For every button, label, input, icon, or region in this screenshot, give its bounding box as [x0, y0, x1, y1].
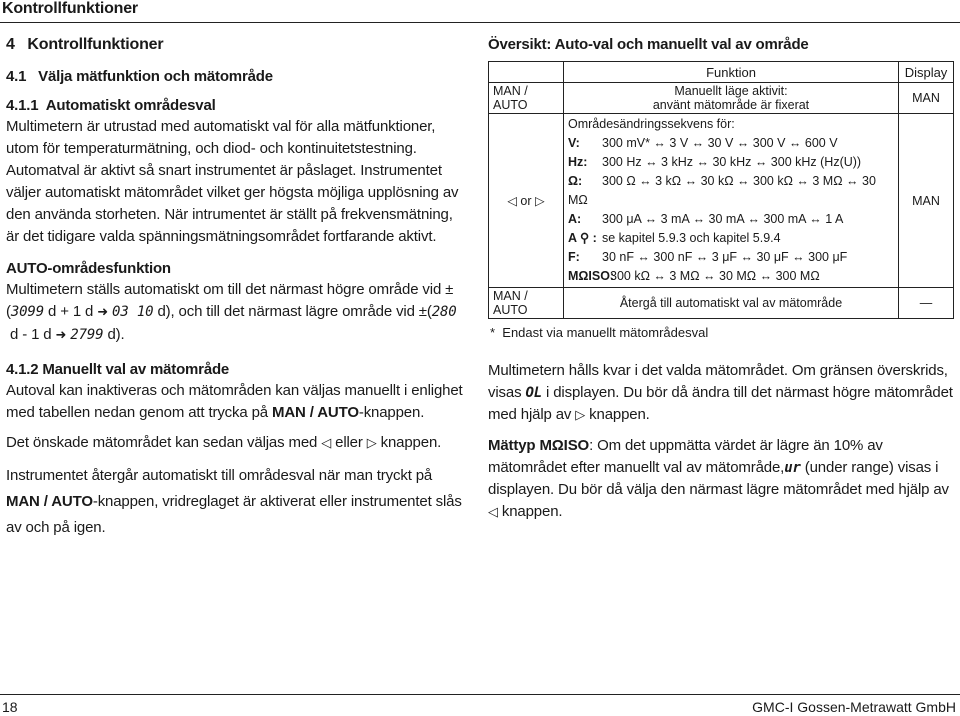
table-title: Översikt: Auto-val och manuellt val av område: [488, 36, 809, 53]
row-display: —: [899, 288, 954, 319]
table-header-row: [489, 62, 954, 83]
subsection-heading-manual: 4.1.2 Manuellt val av mätområde: [6, 361, 230, 378]
sequence-label: Ω:: [568, 174, 583, 188]
table-footnote: * Endast via manuellt mätområdesval: [490, 325, 709, 340]
lcd-ol: OL: [525, 385, 543, 401]
manual-text-7: -knappen, vridreglaget är aktiverat eller instrumentet slås av och på igen.: [6, 493, 462, 536]
company-name: GMC-I Gossen-Metrawatt GmbH: [752, 699, 956, 715]
lcd-digits: 03 10: [112, 304, 154, 320]
subsection-heading-auto: 4.1.1 Automatiskt områdesval: [6, 97, 216, 114]
row-display: MAN: [899, 114, 954, 288]
table-row: [489, 114, 954, 288]
underrange-text-1: : Om det uppmätta värdet är lägre än 10% av mätområdet efter manuellt val av mätområde,: [488, 437, 883, 476]
man-auto-key: MAN / AUTO: [6, 493, 93, 510]
manual-paragraph-2: [6, 432, 468, 455]
manual-text-2: -knappen.: [358, 404, 425, 421]
lcd-digits: 3099: [10, 304, 44, 320]
lcd-digits: 2799: [70, 327, 104, 343]
measure-type-label: Mättyp MΩISO: [488, 437, 590, 454]
row-key-arrows: ◁ or ▷: [489, 114, 564, 288]
sequence-label: A ⚲ :: [568, 231, 597, 245]
row-display: MAN: [899, 83, 954, 114]
overrange-paragraph: [488, 360, 954, 427]
sequence-a: [568, 210, 894, 229]
sequence-values: 300 Hz ↔ 3 kHz ↔ 30 kHz ↔ 300 kHz (Hz(U)): [602, 155, 862, 169]
table-row: [489, 83, 954, 114]
auto-text-2: vid ±(: [6, 281, 454, 320]
running-title: Kontrollfunktioner: [2, 0, 138, 17]
lcd-digits: 280: [431, 304, 457, 320]
page-header: [0, 0, 960, 24]
manual-text-6: Instrumentet återgår automatiskt till områdesval när man tryckt på: [6, 467, 433, 484]
footer-rule: [0, 694, 960, 695]
sequence-label: MΩISO:: [568, 269, 615, 283]
overrange-text-1: Multimetern hålls kvar i det valda mätområdet. Om gränsen överskrids, visas: [488, 362, 948, 401]
sequence-values: 300 kΩ ↔ 3 MΩ ↔ 30 MΩ ↔ 300 MΩ: [610, 269, 820, 283]
right-key-icon: ▷: [575, 408, 586, 423]
overrange-text-2: i displayen. Du bör då ändra till det närmast högre mätområdet med hjälp av: [488, 384, 953, 423]
sequence-values: se kapitel 5.9.3 och kapitel 5.9.4: [602, 231, 781, 245]
function-line: Manuellt läge aktivit:: [674, 84, 788, 98]
range-sequence-cell: [564, 114, 899, 288]
page-number: 18: [2, 699, 18, 715]
sequence-hz: [568, 153, 894, 172]
manual-paragraph-1: [6, 380, 468, 424]
table-header-empty: [489, 62, 564, 83]
manual-text-5: knappen.: [376, 434, 442, 451]
sequence-label: Hz:: [568, 155, 588, 169]
chapter-heading: 4 Kontrollfunktioner: [6, 36, 164, 53]
arrow-right-icon: ➜: [55, 328, 67, 343]
auto-range-heading: AUTO-områdesfunktion: [6, 260, 171, 277]
sequence-v: [568, 134, 894, 153]
auto-range-paragraph: [6, 279, 468, 347]
left-column: [6, 36, 468, 541]
underrange-text-2: (under range) visas i displayen. Du bör då välja den närmast lägre mätområdet med hjälp av: [488, 459, 949, 498]
manual-text-4: eller: [331, 434, 367, 451]
row-function-return: Återgå till automatiskt val av mätområde: [564, 288, 899, 319]
table-row: [489, 288, 954, 319]
sequence-values: 300 μA ↔ 3 mA ↔ 30 mA ↔ 300 mA ↔ 1 A: [602, 212, 844, 226]
arrow-right-icon: ➜: [97, 305, 109, 320]
sequence-values: 300 mV* ↔ 3 V ↔ 30 V ↔ 300 V ↔ 600 V: [602, 136, 838, 150]
left-key-icon: ◁: [321, 436, 332, 451]
auto-text-1: Multimetern ställs automatiskt om till det närmast högre område: [6, 281, 419, 298]
function-line: använt mätområde är fixerat: [652, 98, 810, 112]
sequence-ohm: [568, 172, 894, 210]
table-header-display: Display: [899, 62, 954, 83]
table-header-function: Funktion: [564, 62, 899, 83]
sequence-iso: [568, 267, 894, 286]
row-key-man-auto: MAN / AUTO: [489, 83, 564, 114]
sequence-values: 30 nF ↔ 300 nF ↔ 3 μF ↔ 30 μF ↔ 300 μF: [602, 250, 848, 264]
manual-paragraph-3: [6, 463, 468, 541]
sequence-label: F:: [568, 250, 580, 264]
sequence-label: A:: [568, 212, 582, 226]
auto-text-5: vid ±(: [396, 303, 432, 320]
sequence-label: V:: [568, 136, 580, 150]
sequence-values: 300 Ω ↔ 3 kΩ ↔ 30 kΩ ↔ 300 kΩ ↔ 3 MΩ ↔ 30 MΩ: [568, 174, 876, 207]
left-key-icon: ◁: [488, 505, 498, 520]
lcd-ur: ur: [784, 460, 801, 476]
manual-text-1: Autoval kan inaktiveras och mätområden kan väljas manuellt i enlighet med tabellen nedan genom att trycka på: [6, 382, 463, 421]
overrange-text-3: knappen.: [585, 406, 650, 423]
man-auto-key: MAN / AUTO: [272, 404, 359, 421]
auto-text-6: d - 1 d: [6, 326, 56, 343]
sequence-f: [568, 248, 894, 267]
underrange-text-3: knappen.: [497, 503, 563, 520]
header-rule: [0, 22, 960, 23]
row-function-manual: [564, 83, 899, 114]
page-footer: [0, 694, 960, 716]
underrange-paragraph: [488, 435, 954, 524]
row-key-man-auto: MAN / AUTO: [489, 288, 564, 319]
section-heading: 4.1 Välja mätfunktion och mätområde: [6, 68, 273, 85]
auto-text-3: d + 1 d: [43, 303, 98, 320]
right-key-icon: ▷: [366, 436, 377, 451]
sequence-clamp: [568, 229, 894, 248]
auto-text-7: d).: [103, 326, 125, 343]
sequence-title: Områdesändringssekvens för:: [568, 117, 735, 131]
manual-text-3: Det önskade mätområdet kan sedan väljas med: [6, 434, 322, 451]
range-overview-table: [488, 61, 954, 319]
right-column: [488, 36, 954, 524]
auto-select-paragraph: Multimetern är utrustad med automatiskt val för alla mätfunktioner, utom för temperaturmätning, och diod- och kontinuitetstestning. Automatval är aktivt så snart instrumentet är påslaget. Instrumentet väljer automatiskt mätområdet vilket ger högsta möjliga upplösning av den använda storheten. När intrumentet är ställt på frekvensmätning, är det tidigare valda spänningsmätningsområdet fortfarande aktivt.: [6, 118, 459, 245]
auto-text-4: d), och till det närmast lägre område: [153, 303, 393, 320]
